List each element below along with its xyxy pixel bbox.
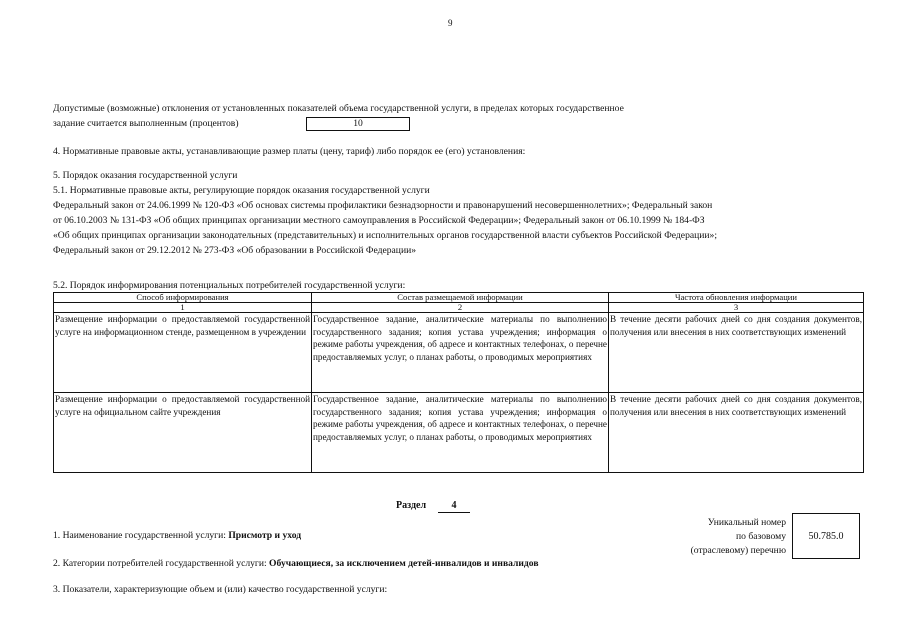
- laws-line-3: «Об общих принципах организации законодательных (представительных) и исполнительных органов государственной власти субъектов Российской Федерации»;: [53, 230, 717, 241]
- section-number: 4: [438, 500, 470, 513]
- row-1-content: Государственное задание, аналитические материалы по выполнению государственного задания; копия устава учреждения; информация о режиме работы учреждения, об адресе и контактных телефонах, о перечне предоставляемых услуг, о планах работы, о проводимых мероприятиях: [312, 313, 609, 393]
- unique-number-box: 50.785.0: [792, 513, 860, 559]
- laws-line-4: Федеральный закон от 29.12.2012 № 273-ФЗ «Об образовании в Российской Федерации»: [53, 245, 417, 256]
- service-categories-label: 2. Категории потребителей государственной услуги:: [53, 558, 270, 569]
- table-number-row: [54, 303, 864, 313]
- page-number: 9: [448, 18, 453, 28]
- header-method: Способ информирования: [54, 293, 312, 303]
- information-table: [53, 292, 864, 473]
- table-row: [54, 313, 864, 393]
- row-2-content: Государственное задание, аналитические материалы по выполнению государственного задания; копия устава учреждения; информация о режиме работы учреждения, об адресе и контактных телефонах, о перечне предоставляемых услуг, о планах работы, о проводимых мероприятиях: [312, 393, 609, 473]
- section-5-heading: 5. Порядок оказания государственной услуги: [53, 170, 238, 181]
- unique-number-label: [660, 516, 786, 558]
- section-4-text: 4. Нормативные правовые акты, устанавливающие размер платы (цену, тариф) либо порядок ее (его) установления:: [53, 146, 526, 157]
- column-number-2: 2: [312, 303, 609, 313]
- deviation-value-box: 10: [306, 117, 410, 131]
- row-2-method: Размещение информации о предоставляемой государственной услуге на официальном сайте учреждения: [54, 393, 312, 473]
- section-5-2-heading: 5.2. Порядок информирования потенциальных потребителей государственной услуги:: [53, 280, 406, 291]
- unique-number-line-1: Уникальный номер: [707, 517, 786, 528]
- service-categories-value: Обучающиеся, за исключением детей-инвалидов и инвалидов: [269, 558, 539, 569]
- row-1-frequency: В течение десяти рабочих дней со дня создания документов, получения или внесения в них соответствующих изменений: [609, 313, 864, 393]
- row-1-method: Размещение информации о предоставляемой государственной услуге на информационном стенде, размещенном в учреждении: [54, 313, 312, 393]
- laws-line-2: от 06.10.2003 № 131-ФЗ «Об общих принципах организации местного самоуправления в Российской Федерации»; Федеральный закон от 06.10.1999 № 184-ФЗ: [53, 215, 705, 226]
- service-categories-line: [53, 558, 539, 570]
- deviation-line-2: задание считается выполненным (процентов): [53, 118, 239, 129]
- header-content: Состав размещаемой информации: [312, 293, 609, 303]
- unique-number-line-2: по базовому: [736, 531, 786, 542]
- service-indicators-line: 3. Показатели, характеризующие объем и (или) качество государственной услуги:: [53, 584, 388, 595]
- service-name-label: 1. Наименование государственной услуги:: [53, 530, 229, 541]
- section-label: Раздел: [396, 500, 427, 511]
- table-row: [54, 393, 864, 473]
- column-number-1: 1: [54, 303, 312, 313]
- table-header-row: [54, 293, 864, 303]
- column-number-3: 3: [609, 303, 864, 313]
- laws-line-1: Федеральный закон от 24.06.1999 № 120-ФЗ «Об основах системы профилактики безнадзорности и правонарушений несовершеннолетних»; Федеральный закон: [53, 200, 713, 211]
- service-name-value: Присмотр и уход: [228, 530, 302, 541]
- deviation-line-1: Допустимые (возможные) отклонения от установленных показателей объема государственной услуги, в пределах которых государственное: [53, 103, 624, 114]
- service-name-line: [53, 530, 301, 542]
- section-5-1-heading: 5.1. Нормативные правовые акты, регулирующие порядок оказания государственной услуги: [53, 185, 430, 196]
- row-2-frequency: В течение десяти рабочих дней со дня создания документов, получения или внесения в них соответствующих изменений: [609, 393, 864, 473]
- header-frequency: Частота обновления информации: [609, 293, 864, 303]
- unique-number-line-3: (отраслевому) перечню: [690, 545, 786, 556]
